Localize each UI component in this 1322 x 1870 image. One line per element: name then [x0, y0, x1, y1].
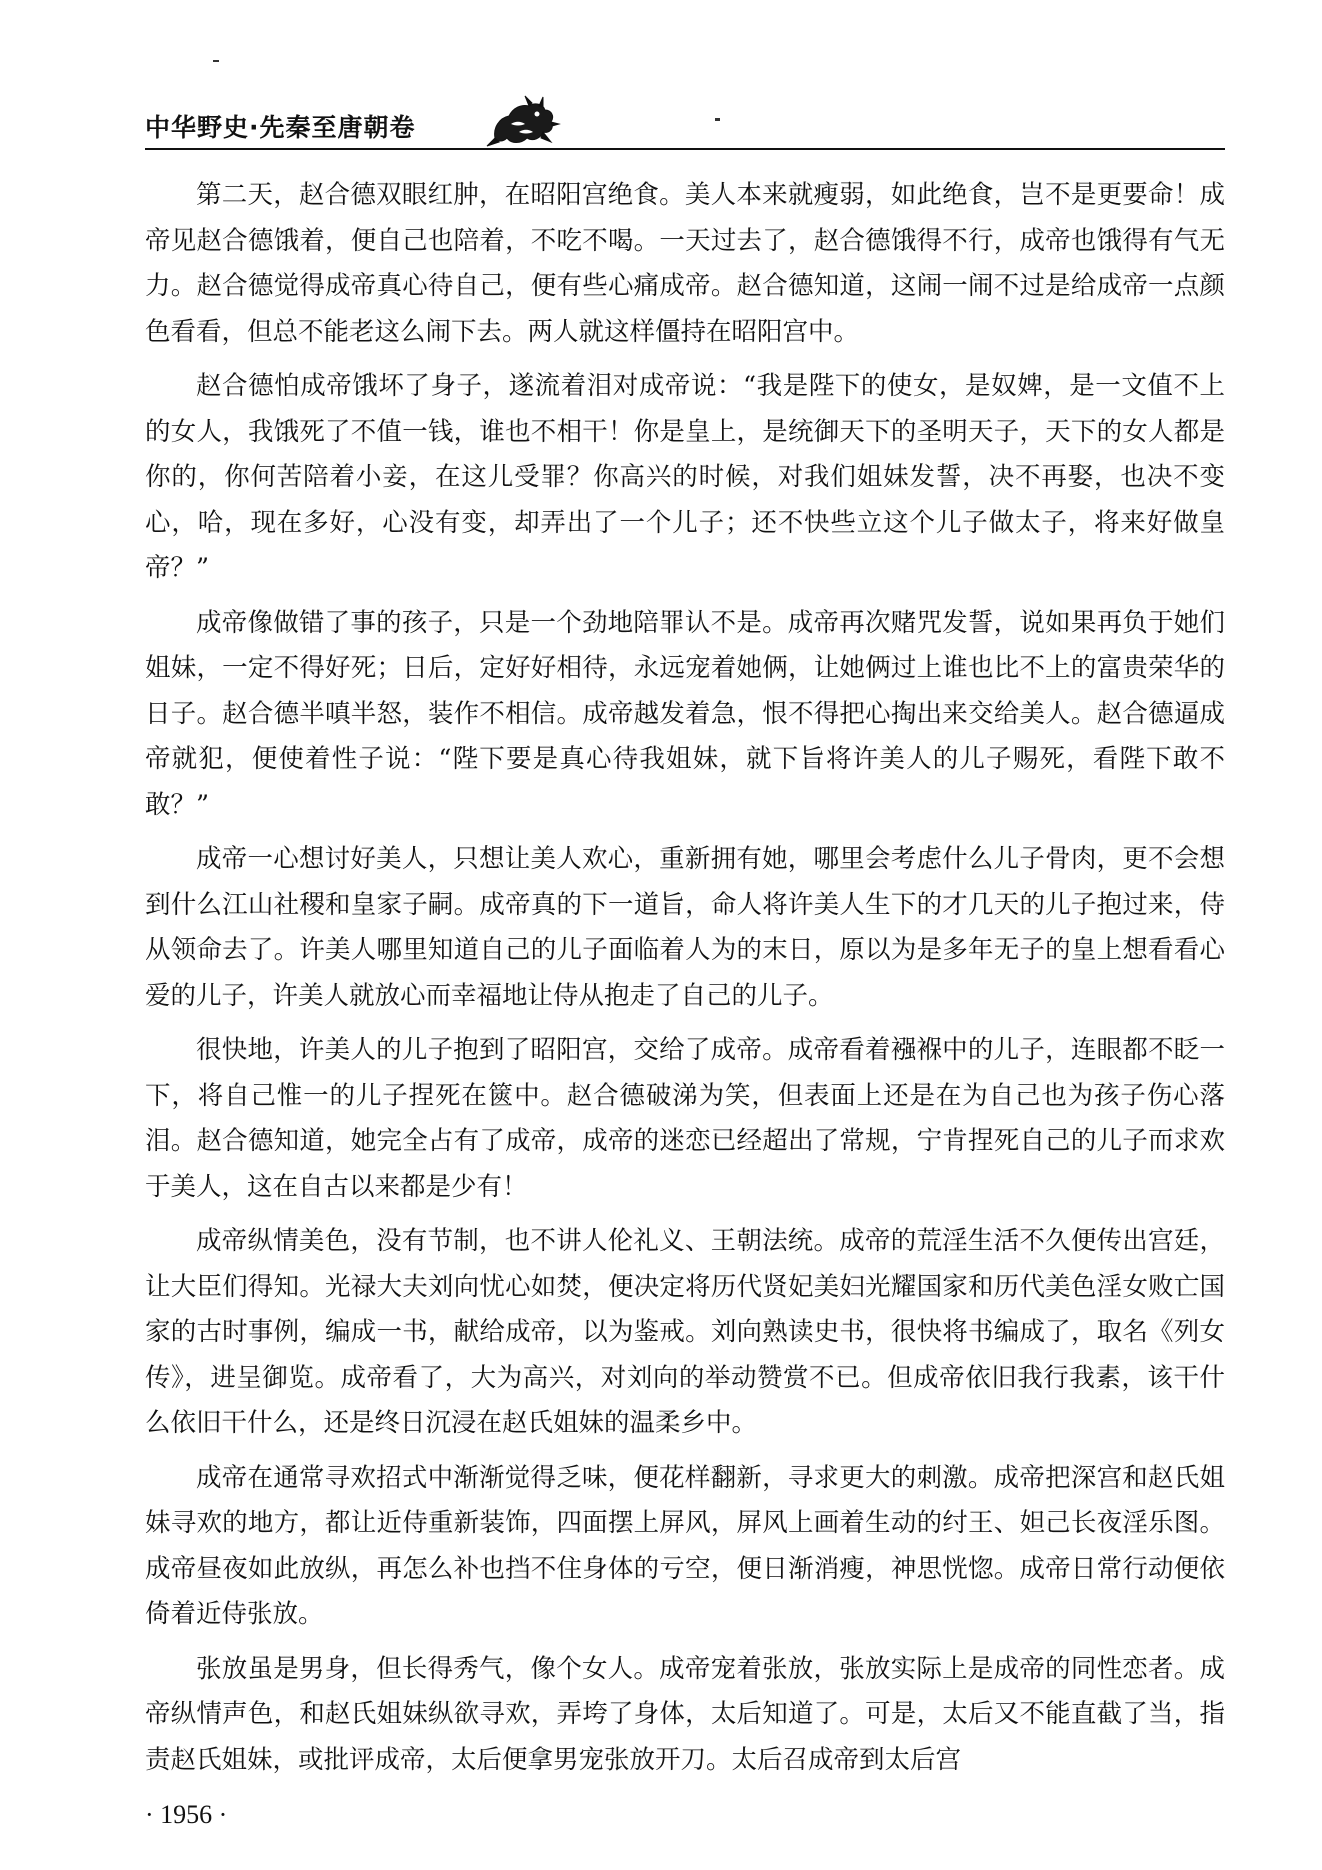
paragraph: 第二天，赵合德双眼红肿，在昭阳宫绝食。美人本来就瘦弱，如此绝食，岂不是更要命！成帝见赵合德饿着，便自己也陪着，不吃不喝。一天过去了，赵合德饿得不行，成帝也饿得有气无力。赵合德觉得成帝真心待自己，便有些心痛成帝。赵合德知道，这闹一闹不过是给成帝一点颜色看看，但总不能老这么闹下去。两人就这样僵持在昭阳宫中。	[145, 180, 1225, 347]
paragraph: 张放虽是男身，但长得秀气，像个女人。成帝宠着张放，张放实际上是成帝的同性恋者。成帝纵情声色，和赵氏姐妹纵欲寻欢，弄垮了身体，太后知道了。可是，太后又不能直截了当，指责赵氏姐妹，或批评成帝，太后便拿男宠张放开刀。太后召成帝到太后宫	[145, 1653, 1225, 1775]
paragraph: 成帝一心想讨好美人，只想让美人欢心，重新拥有她，哪里会考虑什么儿子骨肉，更不会想到什么江山社稷和皇家子嗣。成帝真的下一道旨，命人将许美人生下的才几天的儿子抱过来，侍从领命去了。许美人哪里知道自己的儿子面临着人为的末日，原以为是多年无子的皇上想看看心爱的儿子，许美人就放心而幸福地让侍从抱走了自己的儿子。	[145, 844, 1225, 1011]
page-number: · 1956 ·	[145, 1800, 228, 1829]
paragraph: 很快地，许美人的儿子抱到了昭阳宫，交给了成帝。成帝看着襁褓中的儿子，连眼都不眨一下，将自己惟一的儿子捏死在篋中。赵合德破涕为笑，但表面上还是在为自己也为孩子伤心落泪。赵合德知道，她完全占有了成帝，成帝的迷恋已经超出了常规，宁肯捏死自己的儿子而求欢于美人，这在自古以来都是少有！	[145, 1035, 1225, 1202]
paragraph: 成帝在通常寻欢招式中渐渐觉得乏味，便花样翻新，寻求更大的刺激。成帝把深宫和赵氏姐妹寻欢的地方，都让近侍重新装饰，四面摆上屏风，屏风上画着生动的纣王、妲己长夜淫乐图。成帝昼夜如此放纵，再怎么补也挡不住身体的亏空，便日渐消瘦，神思恍惚。成帝日常行动便依倚着近侍张放。	[145, 1462, 1225, 1629]
body-text	[145, 173, 1225, 1792]
paragraph: 赵合德怕成帝饿坏了身子，遂流着泪对成帝说：“我是陛下的使女，是奴婢，是一文值不上的女人，我饿死了不值一钱，谁也不相干！你是皇上，是统御天下的圣明天子，天下的女人都是你的，你何苦陪着小妾，在这儿受罪？你高兴的时候，对我们姐妹发誓，决不再娶，也决不变心，哈，现在多好，心没有变，却弄出了一个儿子；还不快些立这个儿子做太子，将来好做皇帝？”	[145, 371, 1225, 583]
paragraph: 成帝像做错了事的孩子，只是一个劲地陪罪认不是。成帝再次赌咒发誓，说如果再负于她们姐妹，一定不得好死；日后，定好好相待，永远宠着她俩，让她俩过上谁也比不上的富贵荣华的日子。赵合德半嗔半怒，装作不相信。成帝越发着急，恨不得把心掏出来交给美人。赵合德逼成帝就犯，便使着性子说：“陛下要是真心待我姐妹，就下旨将许美人的儿子赐死，看陛下敢不敢？”	[145, 607, 1225, 820]
paragraph: 成帝纵情美色，没有节制，也不讲人伦礼义、王朝法统。成帝的荒淫生活不久便传出宫廷，让大臣们得知。光禄大夫刘向忧心如焚，便决定将历代贤妃美妇光耀国家和历代美色淫女败亡国家的古时事例，编成一书，献给成帝，以为鉴戒。刘向熟读史书，很快将书编成了，取名《列女传》，进呈御览。成帝看了，大为高兴，对刘向的举动赞赏不已。但成帝依旧我行我素，该干什么依旧干什么，还是终日沉浸在赵氏姐妹的温柔乡中。	[145, 1226, 1225, 1438]
book-title: 中华野史·先秦至唐朝卷	[145, 113, 416, 142]
scan-mark	[213, 60, 219, 62]
running-header	[145, 100, 1225, 160]
dragon-emblem-icon	[485, 94, 561, 152]
header-rule	[145, 148, 1225, 150]
